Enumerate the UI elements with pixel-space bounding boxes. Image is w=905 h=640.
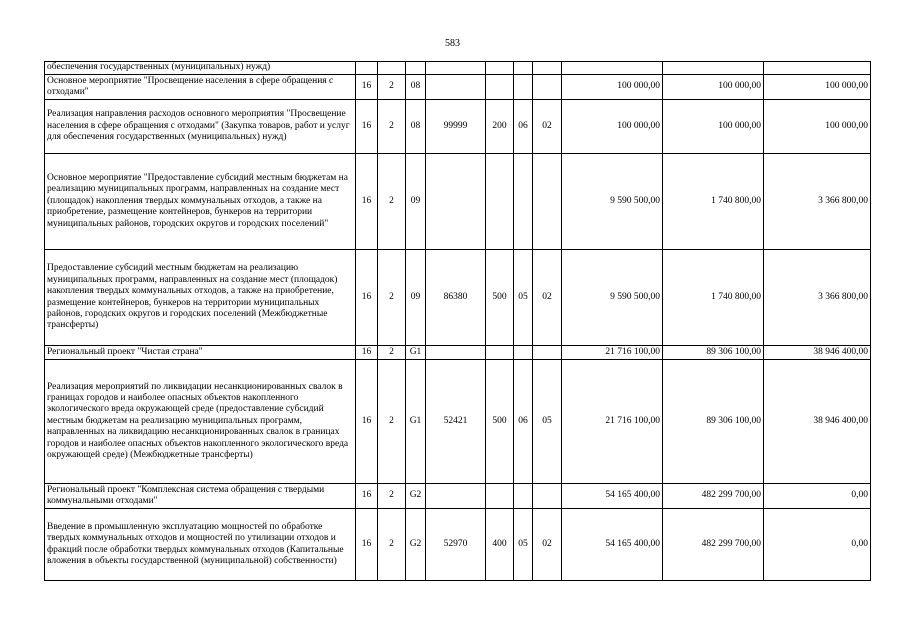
code-direction <box>426 484 486 509</box>
code-program: 16 <box>356 509 378 581</box>
code-program: 16 <box>356 484 378 509</box>
code-direction <box>426 62 486 75</box>
amount-year-3: 38 946 400,00 <box>764 360 871 484</box>
code-expense-type <box>486 484 514 509</box>
code-direction: 52421 <box>426 360 486 484</box>
amount-year-2: 100 000,00 <box>663 75 764 100</box>
code-section: 06 <box>514 360 533 484</box>
code-event: G2 <box>406 509 426 581</box>
amount-year-1 <box>562 62 663 75</box>
amount-year-2: 89 306 100,00 <box>663 346 764 360</box>
code-subprogram: 2 <box>378 346 406 360</box>
code-direction <box>426 154 486 250</box>
code-section <box>514 75 533 100</box>
amount-year-3 <box>764 62 871 75</box>
code-expense-type <box>486 62 514 75</box>
table-row <box>45 484 871 509</box>
budget-table <box>44 61 871 581</box>
code-section: 06 <box>514 100 533 154</box>
table-row <box>45 250 871 346</box>
code-expense-type <box>486 75 514 100</box>
amount-year-2: 89 306 100,00 <box>663 360 764 484</box>
table-body <box>45 62 871 581</box>
code-event: 08 <box>406 75 426 100</box>
page-number: 583 <box>445 38 460 49</box>
code-program: 16 <box>356 100 378 154</box>
code-section: 05 <box>514 250 533 346</box>
table-row <box>45 75 871 100</box>
code-section <box>514 154 533 250</box>
table-row <box>45 100 871 154</box>
code-direction: 99999 <box>426 100 486 154</box>
code-event: 09 <box>406 250 426 346</box>
code-section <box>514 484 533 509</box>
code-event: G2 <box>406 484 426 509</box>
row-name: Реализация направления расходов основного мероприятия "Просвещение населения в сфере обращения с отходами" (Закупка товаров, работ и услуг для обеспечения государственных (муниципальных) нужд) <box>45 100 356 154</box>
code-event: 08 <box>406 100 426 154</box>
amount-year-2: 1 740 800,00 <box>663 250 764 346</box>
code-program <box>356 62 378 75</box>
code-subprogram: 2 <box>378 484 406 509</box>
code-expense-type: 200 <box>486 100 514 154</box>
table-row <box>45 346 871 360</box>
amount-year-3: 3 366 800,00 <box>764 154 871 250</box>
code-expense-type: 500 <box>486 360 514 484</box>
code-subsection: 02 <box>533 100 562 154</box>
amount-year-3: 100 000,00 <box>764 75 871 100</box>
amount-year-1: 100 000,00 <box>562 100 663 154</box>
code-subsection <box>533 484 562 509</box>
amount-year-3: 3 366 800,00 <box>764 250 871 346</box>
code-subsection <box>533 346 562 360</box>
code-program: 16 <box>356 154 378 250</box>
code-subsection <box>533 154 562 250</box>
code-section: 05 <box>514 509 533 581</box>
amount-year-2: 482 299 700,00 <box>663 509 764 581</box>
code-subprogram <box>378 62 406 75</box>
code-program: 16 <box>356 346 378 360</box>
table-row <box>45 154 871 250</box>
code-event: G1 <box>406 360 426 484</box>
amount-year-1: 21 716 100,00 <box>562 360 663 484</box>
code-subprogram: 2 <box>378 360 406 484</box>
code-subsection: 02 <box>533 509 562 581</box>
table-row <box>45 360 871 484</box>
amount-year-3: 38 946 400,00 <box>764 346 871 360</box>
amount-year-1: 9 590 500,00 <box>562 250 663 346</box>
code-program: 16 <box>356 75 378 100</box>
code-program: 16 <box>356 250 378 346</box>
table-row <box>45 62 871 75</box>
amount-year-2: 1 740 800,00 <box>663 154 764 250</box>
code-event: 09 <box>406 154 426 250</box>
row-name: Основное мероприятие "Просвещение населения в сфере обращения с отходами" <box>45 75 356 100</box>
code-expense-type: 500 <box>486 250 514 346</box>
code-subprogram: 2 <box>378 154 406 250</box>
code-subsection <box>533 75 562 100</box>
amount-year-2 <box>663 62 764 75</box>
code-direction: 86380 <box>426 250 486 346</box>
row-name: Основное мероприятие "Предоставление субсидий местным бюджетам на реализацию муниципальных программ, направленных на создание мест (площадок) накопления твердых коммунальных отходов, а также на приобретение, размещение контейнеров, бункеров на территории муниципальных районов, городских округов и городских поселений" <box>45 154 356 250</box>
amount-year-3: 0,00 <box>764 484 871 509</box>
code-subprogram: 2 <box>378 100 406 154</box>
amount-year-3: 0,00 <box>764 509 871 581</box>
amount-year-1: 54 165 400,00 <box>562 509 663 581</box>
code-direction <box>426 75 486 100</box>
code-expense-type <box>486 154 514 250</box>
code-expense-type: 400 <box>486 509 514 581</box>
code-subprogram: 2 <box>378 75 406 100</box>
row-name: Введение в промышленную эксплуатацию мощностей по обработке твердых коммунальных отходов и мощностей по утилизации отходов и фракций после обработки твердых коммунальных отходов (Капитальные вложения в объекты государственной (муниципальной) собственности) <box>45 509 356 581</box>
code-event: G1 <box>406 346 426 360</box>
amount-year-3: 100 000,00 <box>764 100 871 154</box>
code-subsection: 02 <box>533 250 562 346</box>
code-section <box>514 62 533 75</box>
row-name: Региональный проект "Комплексная система обращения с твердыми коммунальными отходами" <box>45 484 356 509</box>
amount-year-1: 21 716 100,00 <box>562 346 663 360</box>
code-expense-type <box>486 346 514 360</box>
amount-year-1: 9 590 500,00 <box>562 154 663 250</box>
code-program: 16 <box>356 360 378 484</box>
code-event <box>406 62 426 75</box>
code-subsection: 05 <box>533 360 562 484</box>
amount-year-2: 100 000,00 <box>663 100 764 154</box>
table-row <box>45 509 871 581</box>
code-direction <box>426 346 486 360</box>
code-section <box>514 346 533 360</box>
code-subprogram: 2 <box>378 250 406 346</box>
amount-year-1: 100 000,00 <box>562 75 663 100</box>
row-name: Региональный проект "Чистая страна" <box>45 346 356 360</box>
code-subsection <box>533 62 562 75</box>
row-name: Реализация мероприятий по ликвидации несанкционированных свалок в границах городов и наиболее опасных объектов накопленного экологического вреда окружающей среде (предоставление субсидий местным бюджетам на реализацию муниципальных программ, направленных на ликвидацию несанкционированных свалок в границах городов и наиболее опасных объектов накопленного экологического вреда окружающей среде) (Межбюджетные трансферты) <box>45 360 356 484</box>
amount-year-1: 54 165 400,00 <box>562 484 663 509</box>
code-subprogram: 2 <box>378 509 406 581</box>
row-name: Предоставление субсидий местным бюджетам на реализацию муниципальных программ, направленных на создание мест (площадок) накопления твердых коммунальных отходов, а также на приобретение, размещение контейнеров, бункеров на территории муниципальных районов, городских округов и городских поселений (Межбюджетные трансферты) <box>45 250 356 346</box>
code-direction: 52970 <box>426 509 486 581</box>
row-name: обеспечения государственных (муниципальных) нужд) <box>45 62 356 75</box>
amount-year-2: 482 299 700,00 <box>663 484 764 509</box>
